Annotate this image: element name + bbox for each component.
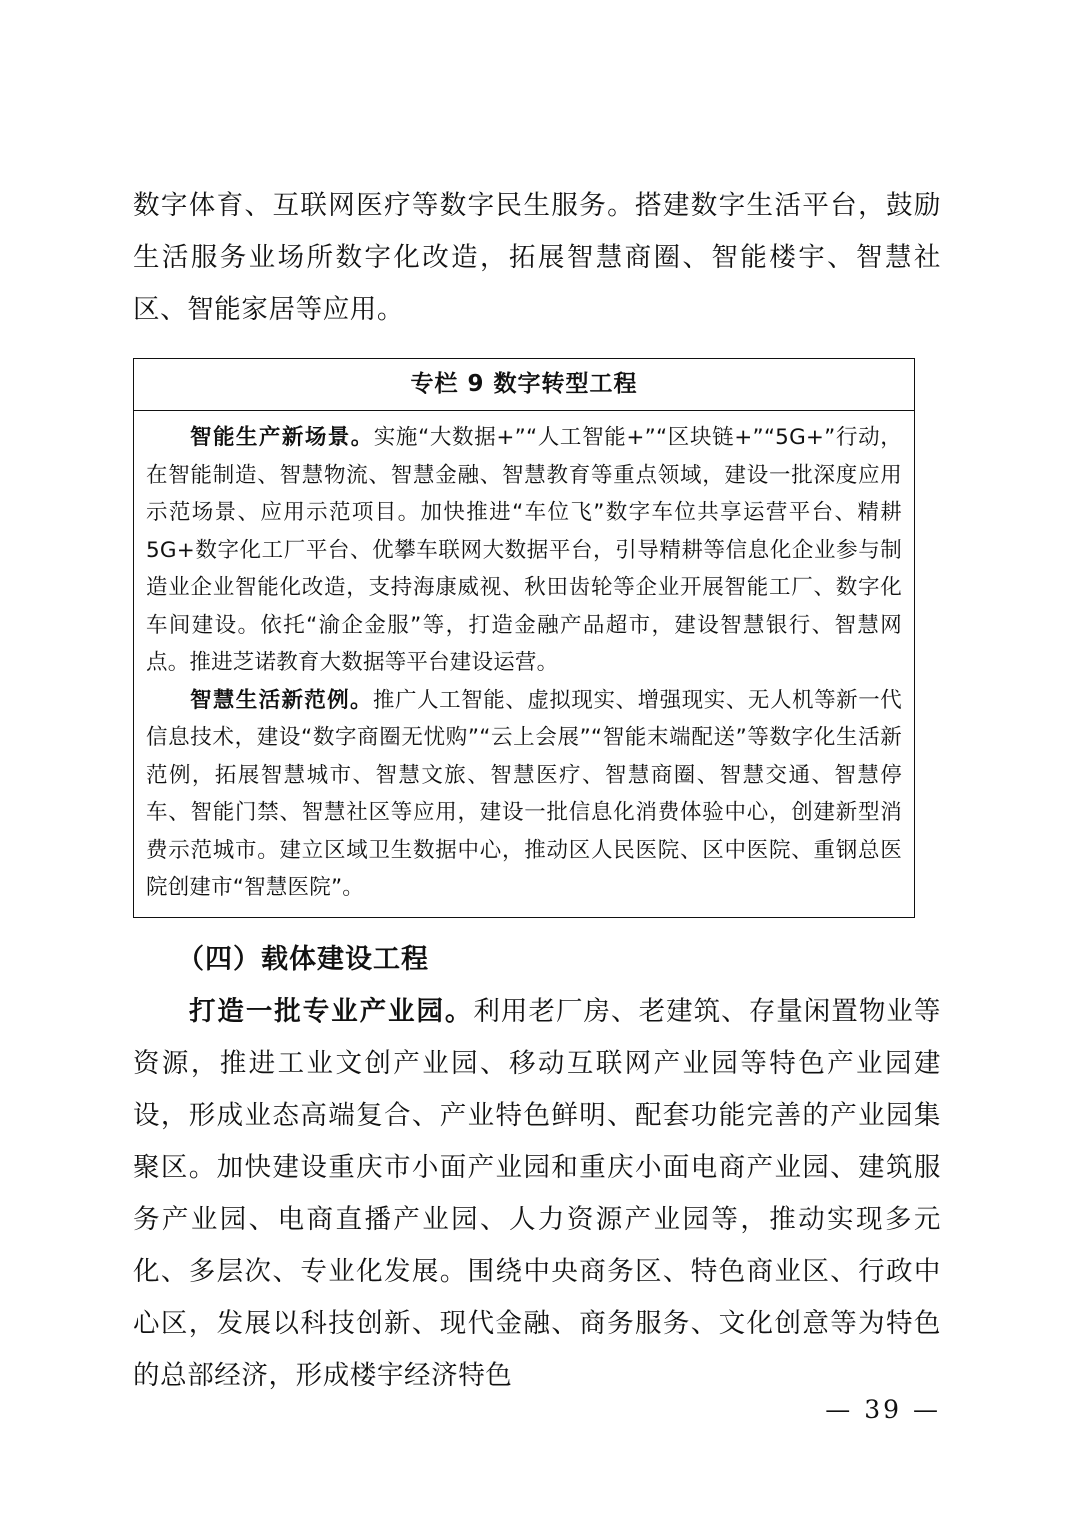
paragraph-main-rest: 利用老厂房、老建筑、存量闲置物业等资源，推进工业文创产业园、移动互联网产业园等特色产业园建设，形成业态高端复合、产业特色鲜明、配套功能完善的产业园集聚区。加快建设重庆市小面产业园和重庆小面电商产业园、建筑服务产业园、电商直播产业园、人力资源产业园等，推动实现多元化、多层次、专业化发展。围绕中央商务区、特色商业区、行政中心区，发展以科技创新、现代金融、商务服务、文化创意等为特色的总部经济，形成楼宇经济特色 — [133, 995, 942, 1391]
callout-item-2-lead: 智慧生活新范例。 — [190, 687, 373, 713]
callout-item-1 — [146, 419, 902, 682]
section-heading: （四）载体建设工程 — [177, 943, 429, 975]
page-content — [133, 180, 941, 1402]
callout-item-2-text: 推广人工智能、虚拟现实、增强现实、无人机等新一代信息技术，建设“数字商圈无忧购”“云上会展”“智能末端配送”等数字化生活新范例，拓展智慧城市、智慧文旅、智慧医疗、智慧商圈、智慧交通、智慧停车、智能门禁、智慧社区等应用，建设一批信息化消费体验中心，创建新型消费示范城市。建立区域卫生数据中心，推动区人民医院、区中医院、重钢总医院创建市“智慧医院”。 — [146, 687, 902, 900]
page-number: — 39 — — [825, 1395, 941, 1424]
callout-item-2 — [146, 682, 902, 907]
callout-item-1-text: 实施“大数据+”“人工智能+”“区块链+”“5G+”行动，在智能制造、智慧物流、智慧金融、智慧教育等重点领域，建设一批深度应用示范场景、应用示范项目。加快推进“车位飞”数字车位共享运营平台、精耕 5G+数字化工厂平台、优攀车联网大数据平台，引导精耕等信息化企业参与制造业企业智能化改造，支持海康威视、秋田齿轮等企业开展智能工厂、数字化车间建设。依托“渝企金服”等，打造金融产品超市，建设智慧银行、智慧网点。推进芝诺教育大数据等平台建设运营。 — [146, 425, 902, 675]
callout-box-digital-transformation — [133, 358, 915, 918]
callout-title: 专栏 9 数字转型工程 — [134, 359, 914, 411]
paragraph-main-lead: 打造一批专业产业园。 — [189, 995, 474, 1027]
paragraph-top: 数字体育、互联网医疗等数字民生服务。搭建数字生活平台，鼓励生活服务业场所数字化改造，拓展智慧商圈、智能楼宇、智慧社区、智能家居等应用。 — [133, 190, 941, 325]
paragraph-main — [133, 986, 941, 1402]
callout-body — [134, 411, 914, 917]
callout-item-1-lead: 智能生产新场景。 — [190, 425, 374, 450]
